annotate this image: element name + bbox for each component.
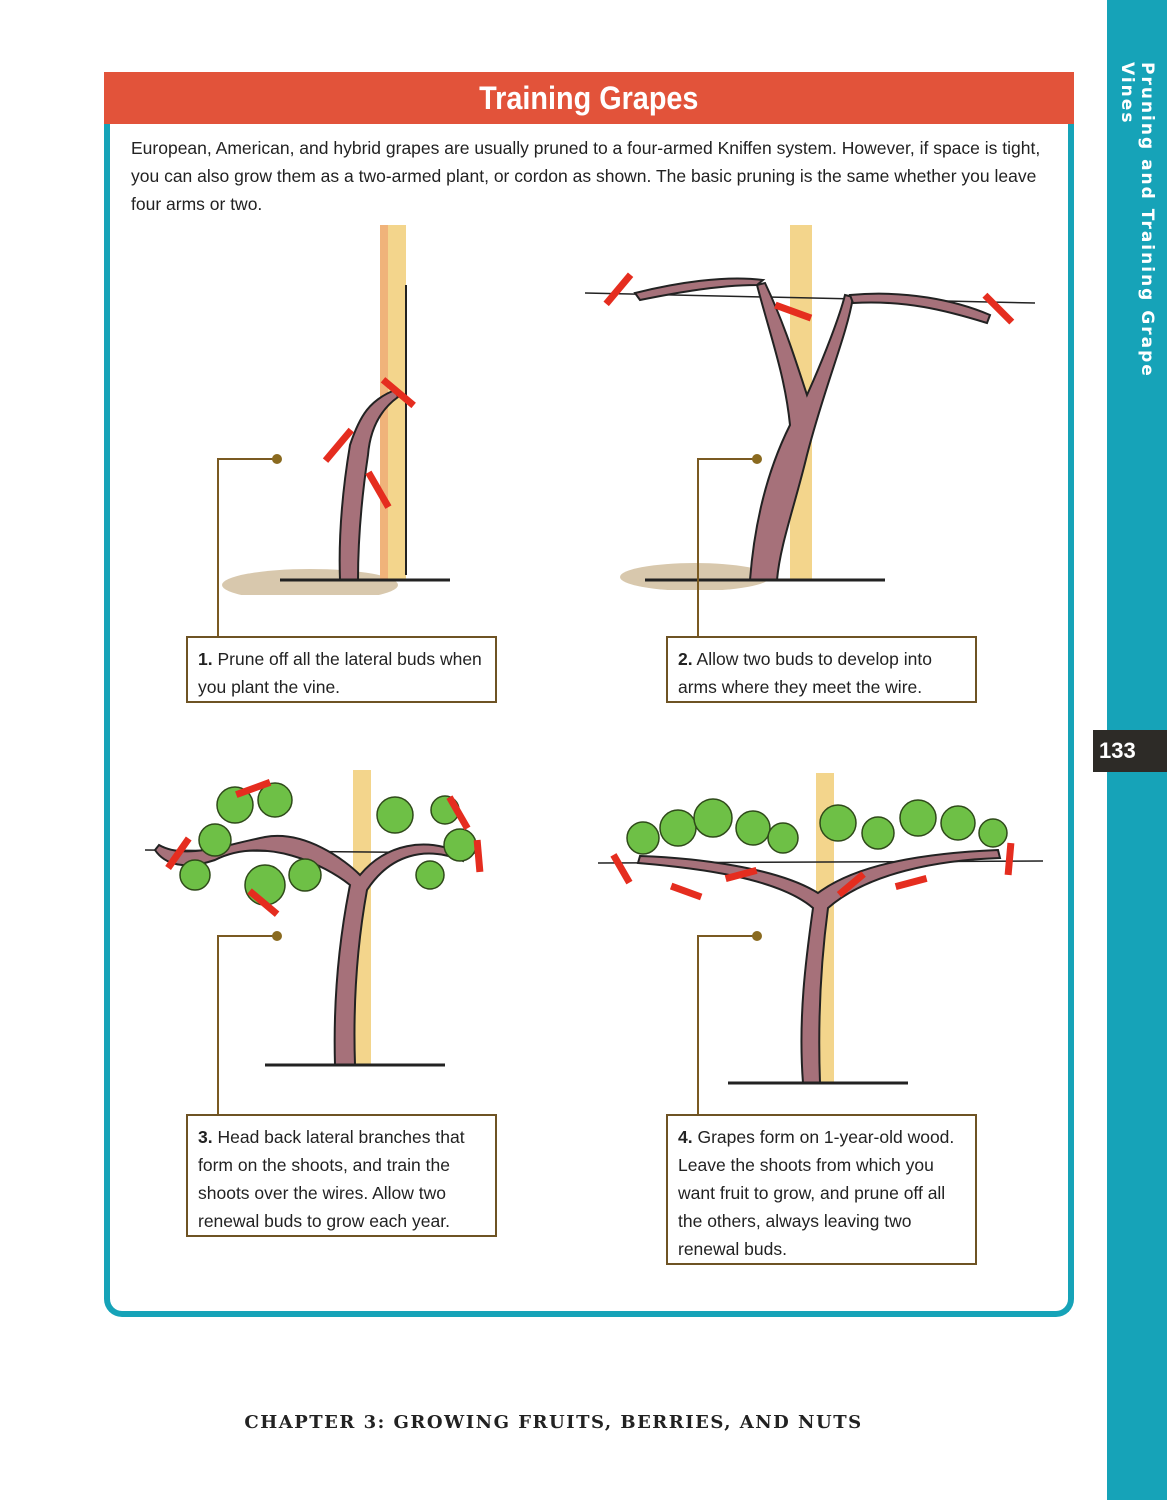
step-4-illustration bbox=[598, 768, 1043, 1088]
step-2-illustration bbox=[585, 225, 1035, 590]
step-1-illustration bbox=[210, 225, 460, 595]
step-3-caption bbox=[186, 1114, 497, 1237]
step-4-pointer-dot bbox=[752, 931, 762, 941]
step-2-pointer-dot bbox=[752, 454, 762, 464]
step-3-pointer-dot bbox=[272, 931, 282, 941]
step-2-caption bbox=[666, 636, 977, 703]
step-text: Prune off all the lateral buds when you plant the vine. bbox=[198, 649, 482, 697]
section-title: Pruning and Training Grape Vines bbox=[1117, 62, 1157, 378]
page-number: 133 bbox=[1093, 730, 1167, 772]
step-3-leader-h bbox=[217, 935, 275, 937]
step-4-caption bbox=[666, 1114, 977, 1265]
step-3-leader bbox=[217, 935, 219, 1115]
intro-paragraph: European, American, and hybrid grapes are usually pruned to a four-armed Kniffen system. However, if space is tight, you can also grow them as a two-armed plant, or cordon as shown. The basic pruning is the same whether you leave four arms or two. bbox=[131, 138, 1041, 214]
step-text: Grapes form on 1-year-old wood. Leave the shoots from which you want fruit to grow, and prune off all the others, always leaving two renewal buds. bbox=[678, 1127, 955, 1259]
panel-title: Training Grapes bbox=[479, 79, 699, 116]
step-number: 3. bbox=[198, 1127, 213, 1147]
step-1-leader bbox=[217, 458, 219, 638]
step-2-leader bbox=[697, 458, 699, 638]
step-1-pointer-dot bbox=[272, 454, 282, 464]
step-number: 1. bbox=[198, 649, 213, 669]
step-3-illustration bbox=[145, 765, 515, 1075]
step-4-leader-h bbox=[697, 935, 755, 937]
panel-header bbox=[104, 72, 1074, 124]
step-4-leader bbox=[697, 935, 699, 1115]
step-number: 2. bbox=[678, 649, 693, 669]
step-text: Head back lateral branches that form on the shoots, and train the shoots over the wires. Allow two renewal buds to grow each year. bbox=[198, 1127, 465, 1231]
step-number: 4. bbox=[678, 1127, 693, 1147]
step-text: Allow two buds to develop into arms where they meet the wire. bbox=[678, 649, 932, 697]
step-1-leader-h bbox=[217, 458, 275, 460]
step-2-leader-h bbox=[697, 458, 755, 460]
step-1-caption bbox=[186, 636, 497, 703]
chapter-footer: CHAPTER 3: GROWING FRUITS, BERRIES, AND NUTS bbox=[244, 1412, 863, 1433]
